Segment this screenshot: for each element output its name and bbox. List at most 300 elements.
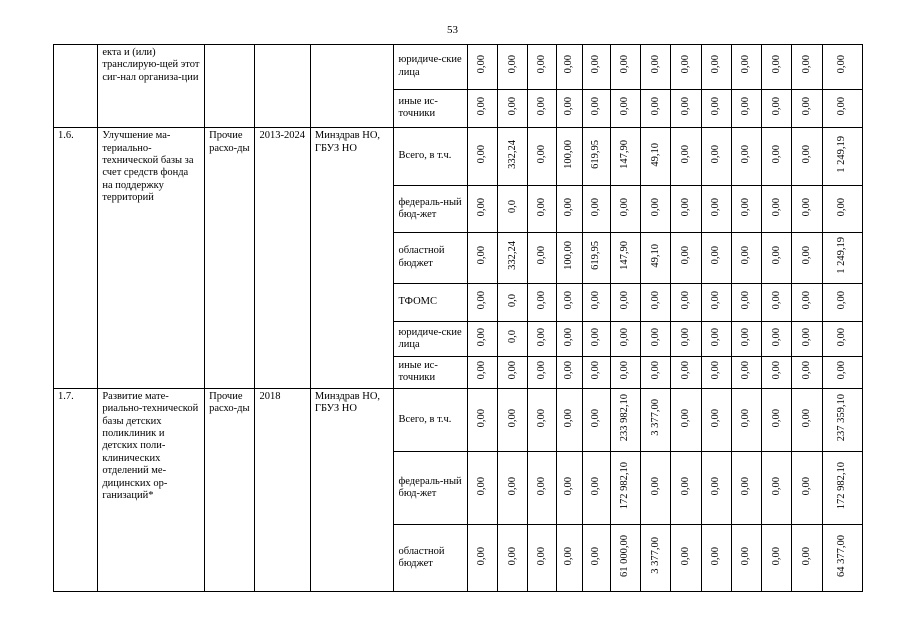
value-cell: [731, 451, 761, 524]
value-cell: [556, 388, 582, 451]
funding-source: юридиче-ские лица: [394, 322, 468, 357]
value-cell: [792, 356, 822, 388]
value-cell: [498, 356, 528, 388]
value-text: 0,00: [649, 476, 661, 495]
value-text: 0,00: [535, 55, 547, 74]
total-cell: [822, 451, 862, 524]
value-text: 0,00: [740, 97, 752, 116]
value-text: 0,00: [800, 55, 812, 74]
value-text: 0,00: [476, 546, 488, 565]
value-cell: [671, 232, 701, 283]
table-row: [54, 388, 863, 451]
funding-source: областной бюджет: [394, 524, 468, 591]
value-text: 0,00: [800, 360, 812, 380]
value-text: 0,00: [740, 246, 752, 265]
value-text: 0,00: [590, 408, 602, 427]
value-text: 0,00: [563, 55, 575, 74]
value-text: 0,00: [679, 197, 691, 216]
value-text: 0,00: [740, 408, 752, 427]
value-cell: [641, 388, 671, 451]
value-cell: [468, 232, 498, 283]
value-cell: [582, 186, 610, 233]
value-text: 0,00: [770, 145, 782, 164]
value-text: 0,00: [649, 360, 661, 380]
value-text: 0,00: [710, 476, 722, 495]
value-text: 0,00: [740, 55, 752, 74]
value-text: 0,00: [679, 327, 691, 346]
item-number: 1.7.: [54, 388, 98, 591]
value-cell: [556, 356, 582, 388]
value-cell: [611, 451, 641, 524]
value-text: 0,00: [649, 55, 661, 74]
value-text: 0,0: [506, 200, 518, 214]
value-cell: [701, 89, 731, 128]
funding-source: иные ис-точники: [394, 356, 468, 388]
value-text: 0,00: [710, 290, 722, 310]
value-text: 0,00: [590, 360, 602, 380]
value-text: 0,00: [770, 290, 782, 310]
value-text: 0,00: [476, 246, 488, 265]
value-cell: [762, 356, 792, 388]
value-text: 0,00: [535, 408, 547, 427]
value-cell: [528, 283, 556, 322]
value-cell: [498, 128, 528, 186]
value-cell: [671, 186, 701, 233]
value-cell: [701, 186, 731, 233]
value-text: 0,00: [476, 476, 488, 495]
value-cell: [701, 128, 731, 186]
value-text: 0,00: [710, 408, 722, 427]
value-cell: [701, 45, 731, 90]
value-cell: [468, 186, 498, 233]
value-text: 3 377,00: [649, 537, 661, 575]
value-cell: [611, 283, 641, 322]
value-text: 64 377,00: [836, 534, 848, 577]
value-cell: [582, 356, 610, 388]
value-text: 0,00: [535, 97, 547, 116]
measure-name: Улучшение ма-териально-технической базы за счет средств фонда на поддержку территорий: [98, 128, 205, 389]
executor: [310, 45, 394, 128]
value-cell: [468, 388, 498, 451]
value-text: 0,00: [679, 290, 691, 310]
measure-name: Развитие мате-риально-технической базы детских поликлиник и детских поли-клинических отделений ме-дицинских ор-ганизаций*: [98, 388, 205, 591]
value-text: 0,00: [563, 97, 575, 116]
total-cell: [822, 89, 862, 128]
value-cell: [762, 89, 792, 128]
value-cell: [762, 128, 792, 186]
value-text: 332,24: [506, 140, 518, 169]
value-text: 0,00: [563, 197, 575, 216]
value-cell: [498, 524, 528, 591]
value-text: 100,00: [563, 241, 575, 270]
funding-table: [53, 44, 863, 592]
value-text: 0,00: [800, 197, 812, 216]
value-cell: [731, 232, 761, 283]
value-cell: [528, 356, 556, 388]
value-cell: [792, 524, 822, 591]
value-text: 0,00: [590, 476, 602, 495]
item-number: [54, 45, 98, 128]
value-cell: [582, 451, 610, 524]
funding-source: Всего, в т.ч.: [394, 388, 468, 451]
table-row: [54, 128, 863, 186]
value-cell: [582, 128, 610, 186]
value-text: 0,00: [649, 197, 661, 216]
value-cell: [671, 45, 701, 90]
value-text: 0,00: [740, 290, 752, 310]
value-cell: [792, 322, 822, 357]
value-cell: [498, 322, 528, 357]
value-cell: [468, 128, 498, 186]
value-text: 233 982,10: [619, 394, 631, 442]
value-text: 0,00: [770, 197, 782, 216]
value-text: 0,00: [476, 360, 488, 380]
value-text: 0,00: [679, 55, 691, 74]
value-cell: [701, 283, 731, 322]
value-text: 0,00: [476, 55, 488, 74]
value-cell: [731, 45, 761, 90]
value-cell: [611, 322, 641, 357]
value-cell: [641, 186, 671, 233]
funding-source: ТФОМС: [394, 283, 468, 322]
value-text: 0,00: [679, 546, 691, 565]
value-text: 619,95: [590, 140, 602, 169]
value-text: 0,00: [770, 55, 782, 74]
value-text: 0,00: [590, 546, 602, 565]
value-cell: [792, 128, 822, 186]
value-text: 0,00: [679, 246, 691, 265]
value-text: 0,00: [619, 55, 631, 74]
value-cell: [556, 451, 582, 524]
value-cell: [528, 451, 556, 524]
value-cell: [611, 388, 641, 451]
value-text: 0,00: [619, 97, 631, 116]
funding-source: иные ис-точники: [394, 89, 468, 128]
value-text: 0,00: [800, 145, 812, 164]
value-text: 0,00: [679, 476, 691, 495]
value-cell: [611, 89, 641, 128]
value-text: 0,00: [740, 145, 752, 164]
value-text: 0,00: [476, 197, 488, 216]
value-text: 0,00: [619, 327, 631, 346]
value-text: 0,00: [476, 97, 488, 116]
value-text: 0,00: [506, 476, 518, 495]
value-text: 0,00: [649, 327, 661, 346]
funding-source: областной бюджет: [394, 232, 468, 283]
value-text: 0,00: [836, 197, 848, 216]
item-number: 1.6.: [54, 128, 98, 389]
value-cell: [701, 356, 731, 388]
funding-source: федераль-ный бюд-жет: [394, 186, 468, 233]
value-cell: [731, 322, 761, 357]
funding-source: юридиче-ские лица: [394, 45, 468, 90]
value-cell: [792, 89, 822, 128]
value-text: 1 249,19: [836, 136, 848, 173]
total-cell: [822, 388, 862, 451]
value-cell: [582, 283, 610, 322]
value-cell: [792, 283, 822, 322]
value-cell: [641, 322, 671, 357]
value-text: 0,00: [535, 360, 547, 380]
value-text: 172 982,10: [836, 462, 848, 510]
value-cell: [498, 232, 528, 283]
value-text: 0,00: [563, 360, 575, 380]
value-text: 0,00: [476, 327, 488, 346]
page-number: 53: [447, 24, 458, 36]
value-text: 0,00: [590, 97, 602, 116]
total-cell: [822, 128, 862, 186]
value-text: 49,10: [649, 243, 661, 268]
value-text: 0,00: [535, 246, 547, 265]
value-text: 0,00: [535, 197, 547, 216]
value-text: 0,00: [770, 408, 782, 427]
value-cell: [671, 356, 701, 388]
funding-source: Всего, в т.ч.: [394, 128, 468, 186]
value-text: 0,00: [506, 408, 518, 427]
value-text: 0,00: [800, 290, 812, 310]
funding-source: федераль-ный бюд-жет: [394, 451, 468, 524]
value-text: 0,00: [679, 145, 691, 164]
value-text: 0,00: [563, 290, 575, 310]
value-text: 0,00: [506, 546, 518, 565]
value-cell: [762, 451, 792, 524]
expense-type: [205, 45, 255, 128]
value-text: 0,00: [800, 546, 812, 565]
value-text: 61 000,00: [619, 534, 631, 577]
value-text: 0,00: [619, 197, 631, 216]
value-text: 0,00: [649, 290, 661, 310]
value-cell: [556, 232, 582, 283]
value-cell: [611, 356, 641, 388]
value-cell: [731, 128, 761, 186]
value-text: 0,00: [800, 327, 812, 346]
value-text: 0,00: [710, 546, 722, 565]
value-cell: [792, 451, 822, 524]
value-cell: [498, 283, 528, 322]
value-text: 0,00: [563, 408, 575, 427]
value-cell: [792, 232, 822, 283]
value-cell: [731, 283, 761, 322]
value-cell: [792, 186, 822, 233]
total-cell: [822, 232, 862, 283]
value-text: 0,00: [535, 145, 547, 164]
value-cell: [528, 128, 556, 186]
value-text: 1 249,19: [836, 237, 848, 274]
value-text: 0,00: [836, 290, 848, 310]
value-text: 0,00: [535, 327, 547, 346]
value-cell: [528, 45, 556, 90]
value-text: 147,90: [619, 241, 631, 270]
value-text: 619,95: [590, 241, 602, 270]
value-text: 0,00: [535, 476, 547, 495]
value-text: 3 377,00: [649, 399, 661, 437]
value-cell: [671, 283, 701, 322]
value-cell: [641, 45, 671, 90]
value-cell: [528, 186, 556, 233]
value-cell: [582, 232, 610, 283]
value-text: 0,00: [800, 476, 812, 495]
value-cell: [671, 388, 701, 451]
value-text: 0,0: [506, 293, 518, 307]
value-cell: [762, 524, 792, 591]
value-cell: [701, 322, 731, 357]
value-cell: [701, 388, 731, 451]
value-cell: [762, 45, 792, 90]
value-cell: [701, 232, 731, 283]
value-text: 0,0: [506, 330, 518, 344]
value-cell: [498, 451, 528, 524]
value-text: 0,00: [710, 246, 722, 265]
value-cell: [641, 89, 671, 128]
value-cell: [731, 186, 761, 233]
value-cell: [468, 322, 498, 357]
value-text: 0,00: [770, 97, 782, 116]
value-cell: [671, 451, 701, 524]
value-cell: [671, 524, 701, 591]
value-text: 0,00: [800, 408, 812, 427]
value-cell: [528, 322, 556, 357]
expense-type: Прочие расхо-ды: [205, 388, 255, 591]
value-cell: [528, 388, 556, 451]
value-text: 0,00: [836, 55, 848, 74]
value-cell: [641, 524, 671, 591]
value-cell: [498, 388, 528, 451]
value-cell: [641, 128, 671, 186]
value-text: 0,00: [710, 360, 722, 380]
value-text: 0,00: [710, 327, 722, 346]
value-text: 0,00: [649, 97, 661, 116]
value-cell: [611, 524, 641, 591]
value-cell: [582, 322, 610, 357]
executor: Минздрав НО, ГБУЗ НО: [310, 388, 394, 591]
value-cell: [468, 356, 498, 388]
table-row: [54, 45, 863, 90]
value-cell: [792, 45, 822, 90]
value-cell: [731, 388, 761, 451]
value-cell: [641, 232, 671, 283]
value-text: 0,00: [590, 290, 602, 310]
value-cell: [611, 128, 641, 186]
value-cell: [556, 128, 582, 186]
value-cell: [556, 283, 582, 322]
value-text: 0,00: [770, 246, 782, 265]
value-text: 0,00: [770, 476, 782, 495]
value-cell: [671, 322, 701, 357]
value-text: 0,00: [476, 290, 488, 310]
value-text: 0,00: [740, 327, 752, 346]
period: 2018: [255, 388, 310, 591]
value-cell: [556, 322, 582, 357]
value-cell: [468, 89, 498, 128]
value-cell: [468, 451, 498, 524]
value-cell: [582, 45, 610, 90]
value-text: 0,00: [740, 360, 752, 380]
value-cell: [731, 356, 761, 388]
value-text: 0,00: [740, 546, 752, 565]
value-text: 0,00: [619, 360, 631, 380]
period: [255, 45, 310, 128]
value-text: 0,00: [800, 97, 812, 116]
value-cell: [792, 388, 822, 451]
value-cell: [528, 89, 556, 128]
value-text: 0,00: [535, 546, 547, 565]
value-cell: [498, 45, 528, 90]
value-cell: [762, 388, 792, 451]
value-cell: [701, 524, 731, 591]
value-text: 0,00: [679, 360, 691, 380]
value-cell: [468, 45, 498, 90]
total-cell: [822, 283, 862, 322]
value-cell: [611, 232, 641, 283]
value-cell: [468, 524, 498, 591]
expense-type: Прочие расхо-ды: [205, 128, 255, 389]
value-text: 0,00: [679, 97, 691, 116]
value-cell: [641, 451, 671, 524]
value-cell: [641, 356, 671, 388]
value-text: 0,00: [740, 476, 752, 495]
value-cell: [762, 232, 792, 283]
value-cell: [498, 186, 528, 233]
value-text: 0,00: [710, 55, 722, 74]
total-cell: [822, 322, 862, 357]
period: 2013-2024: [255, 128, 310, 389]
value-cell: [556, 89, 582, 128]
value-text: 0,00: [836, 97, 848, 116]
value-cell: [611, 186, 641, 233]
value-cell: [701, 451, 731, 524]
value-text: 0,00: [770, 546, 782, 565]
value-text: 0,00: [563, 546, 575, 565]
value-cell: [731, 524, 761, 591]
value-cell: [556, 186, 582, 233]
value-cell: [468, 283, 498, 322]
value-cell: [762, 322, 792, 357]
value-text: 147,90: [619, 140, 631, 169]
value-text: 172 982,10: [619, 462, 631, 510]
executor: Минздрав НО, ГБУЗ НО: [310, 128, 394, 389]
value-text: 0,00: [476, 408, 488, 427]
value-text: 0,00: [770, 327, 782, 346]
value-text: 0,00: [506, 360, 518, 380]
value-text: 0,00: [836, 360, 848, 380]
value-text: 0,00: [740, 197, 752, 216]
value-cell: [582, 388, 610, 451]
value-text: 0,00: [590, 55, 602, 74]
value-cell: [556, 45, 582, 90]
value-cell: [498, 89, 528, 128]
total-cell: [822, 524, 862, 591]
total-cell: [822, 186, 862, 233]
value-cell: [762, 283, 792, 322]
value-text: 0,00: [506, 97, 518, 116]
value-text: 332,24: [506, 241, 518, 270]
value-text: 0,00: [710, 145, 722, 164]
value-cell: [528, 524, 556, 591]
value-text: 0,00: [800, 246, 812, 265]
value-text: 0,00: [619, 290, 631, 310]
total-cell: [822, 45, 862, 90]
total-cell: [822, 356, 862, 388]
value-text: 49,10: [649, 142, 661, 167]
value-cell: [671, 128, 701, 186]
value-cell: [528, 232, 556, 283]
value-cell: [671, 89, 701, 128]
value-text: 0,00: [679, 408, 691, 427]
value-text: 0,00: [590, 327, 602, 346]
value-text: 237 359,10: [836, 394, 848, 442]
value-text: 0,00: [836, 327, 848, 346]
value-cell: [611, 45, 641, 90]
